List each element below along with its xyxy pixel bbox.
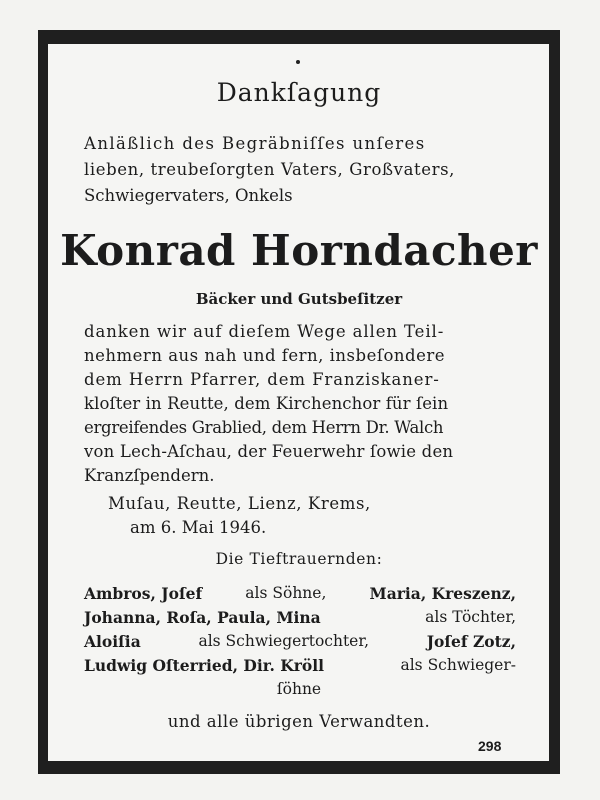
intro-line-1: Anläßlich des Begräbniſſes unſeres xyxy=(84,134,426,153)
intro-line-3: Schwiegervaters, Onkels xyxy=(84,186,293,205)
notice-number: 298 xyxy=(478,738,502,754)
ink-dot xyxy=(296,60,300,64)
mourner-names: Ambros, Joſef xyxy=(84,584,203,603)
body-line-7: Kranzſpendern. xyxy=(84,466,215,485)
mourner-relation: als Schwiegertochter, xyxy=(198,632,369,650)
mourners-line-5: ſöhne xyxy=(276,680,322,698)
mourners-line-2 xyxy=(84,608,516,627)
deceased-name: Konrad Horndacher xyxy=(60,226,538,275)
body-line-4: kloſter in Reutte, dem Kirchenchor für ſein xyxy=(84,394,449,413)
mourners-heading: Die Tieftrauernden: xyxy=(215,550,383,568)
body-line-5: ergreifendes Grablied, dem Herrn Dr. Walch xyxy=(84,418,444,437)
mourner-names: Aloiſia xyxy=(84,632,141,651)
body-line-3: dem Herrn Pfarrer, dem Franziskaner- xyxy=(84,370,440,389)
mourner-names: Johanna, Roſa, Paula, Mina xyxy=(84,608,321,627)
body-line-1: danken wir auf dieſem Wege allen Teil- xyxy=(84,322,445,341)
mourners-line-3 xyxy=(84,632,516,651)
mourner-relation: als Schwieger- xyxy=(400,656,516,674)
places-line: Muſau, Reutte, Lienz, Krems, xyxy=(108,494,371,513)
body-line-2: nehmern aus nah und fern, insbeſondere xyxy=(84,346,445,365)
body-line-6: von Lech-Aſchau, der Feuerwehr ſowie den xyxy=(84,442,454,461)
closing-line: und alle übrigen Verwandten. xyxy=(167,712,431,731)
mourner-relation: als Töchter, xyxy=(425,608,516,626)
mourner-names: Maria, Kreszenz, xyxy=(369,584,516,603)
notice-title: Dankſagung xyxy=(216,78,382,107)
mourner-names: Joſef Zotz, xyxy=(426,632,516,651)
mourner-relation: als Söhne, xyxy=(245,584,327,602)
deceased-occupation: Bäcker und Gutsbeſitzer xyxy=(195,290,403,308)
mourners-line-1 xyxy=(84,584,516,603)
mourners-line-4 xyxy=(84,656,516,675)
intro-line-2: lieben, treubeſorgten Vaters, Großvaters, xyxy=(84,160,456,179)
mourner-names: Ludwig Oſterried, Dir. Kröll xyxy=(84,656,324,675)
date-line: am 6. Mai 1946. xyxy=(130,518,267,537)
